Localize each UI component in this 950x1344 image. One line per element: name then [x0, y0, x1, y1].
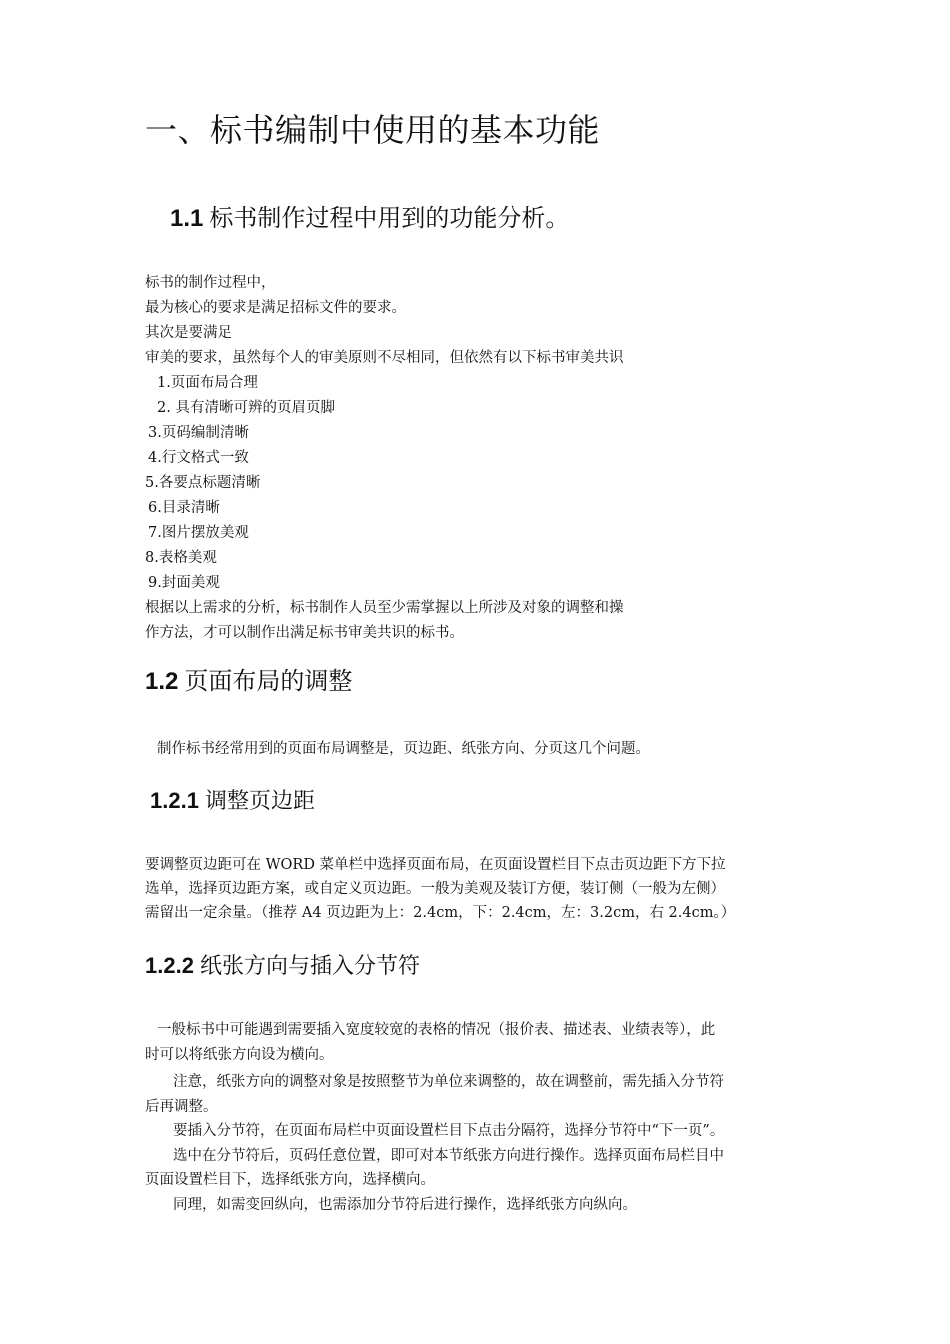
paragraph-line: 后再调整。 — [145, 1099, 218, 1115]
paragraph-line: 选中在分节符后，页码任意位置，即可对本节纸张方向进行操作。选择页面布局栏目中 — [173, 1148, 724, 1164]
paragraph-line: 需留出一定余量。（推荐 A4 页边距为上：2.4cm，下：2.4cm，左：3.2cm，右 2.4cm。） — [145, 905, 736, 921]
paragraph: 制作标书经常用到的页面布局调整是，页边距、纸张方向、分页这几个问题。 — [157, 741, 650, 757]
section-1-2-heading — [145, 666, 352, 697]
intro-line: 审美的要求，虽然每个人的审美原则不尽相同，但依然有以下标书审美共识 — [145, 350, 624, 366]
paragraph-line: 一般标书中可能遇到需要插入宽度较宽的表格的情况（报价表、描述表、业绩表等），此 — [157, 1022, 716, 1038]
list-item: 6.目录清晰 — [148, 500, 220, 516]
list-item: 1.页面布局合理 — [157, 375, 258, 391]
section-number: 1.2 — [145, 668, 179, 695]
section-title: 调整页边距 — [204, 789, 315, 814]
section-title: 页面布局的调整 — [184, 667, 353, 695]
section-number: 1.1 — [170, 205, 204, 232]
section-title: 纸张方向与插入分节符 — [199, 954, 420, 979]
list-item: 8.表格美观 — [145, 550, 217, 566]
list-item: 3.页码编制清晰 — [148, 425, 249, 441]
section-number: 1.2.1 — [150, 788, 199, 813]
paragraph-line: 要插入分节符，在页面布局栏中页面设置栏目下点击分隔符，选择分节符中“下一页”。 — [173, 1123, 725, 1139]
list-item: 7.图片摆放美观 — [148, 525, 249, 541]
intro-line: 标书的制作过程中， — [145, 275, 276, 291]
paragraph-line: 时可以将纸张方向设为横向。 — [145, 1047, 334, 1063]
list-item: 5.各要点标题清晰 — [145, 475, 261, 491]
list-item: 4.行文格式一致 — [148, 450, 249, 466]
conclusion-line: 作方法，才可以制作出满足标书审美共识的标书。 — [145, 625, 464, 641]
section-number: 1.2.2 — [145, 953, 194, 978]
document-title: 一、标书编制中使用的基本功能 — [145, 111, 601, 149]
section-1-1-heading — [170, 203, 569, 234]
list-item: 9.封面美观 — [148, 575, 220, 591]
paragraph-line: 选单，选择页边距方案，或自定义页边距。一般为美观及装订方便，装订侧（一般为左侧） — [145, 881, 725, 897]
section-1-2-1-paragraph — [145, 853, 807, 925]
section-title: 标书制作过程中用到的功能分析。 — [209, 204, 570, 232]
list-item: 2. 具有清晰可辨的页眉页脚 — [157, 400, 335, 416]
intro-line: 其次是要满足 — [145, 325, 232, 341]
conclusion-line: 根据以上需求的分析，标书制作人员至少需掌握以上所涉及对象的调整和操 — [145, 600, 624, 616]
paragraph-line: 要调整页边距可在 WORD 菜单栏中选择页面布局，在页面设置栏目下点击页边距下方下拉 — [145, 857, 726, 873]
paragraph-line: 同理，如需变回纵向，也需添加分节符后进行操作，选择纸张方向纵向。 — [173, 1197, 637, 1213]
paragraph-line: 注意，纸张方向的调整对象是按照整节为单位来调整的，故在调整前，需先插入分节符 — [173, 1074, 724, 1090]
paragraph-line: 页面设置栏目下，选择纸张方向，选择横向。 — [145, 1172, 435, 1188]
section-1-2-1-heading — [150, 787, 315, 816]
intro-line: 最为核心的要求是满足招标文件的要求。 — [145, 300, 406, 316]
section-1-2-2-heading — [145, 952, 420, 981]
